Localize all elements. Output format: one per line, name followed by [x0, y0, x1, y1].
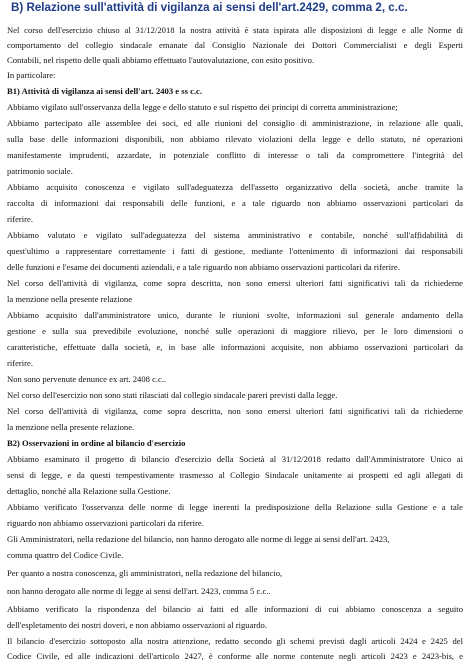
- section-title: B) Relazione sull'attività di vigilanza ai sensi dell'art.2429, comma 2, c.c.: [11, 1, 408, 14]
- paragraph-line: Abbiamo valutato e vigilato sull'adeguatezza del sistema amministrativo e contabile, nonché sull'affidabilità di: [7, 230, 463, 240]
- paragraph-line: manifestamente imprudenti, azzardate, in potenziale conflitto di interesse o tali da compromettere l'integrità del: [7, 150, 463, 160]
- paragraph-line: caratteristiche, effettuate dalla società, e, in base alle informazioni acquisite, non abbiamo osservazioni particolari da: [7, 342, 463, 352]
- paragraph-line: comma quattro del Codice Civile.: [7, 550, 124, 560]
- paragraph-line: sulla base delle informazioni disponibili, non abbiamo rilevato violazioni della legge e dello statuto, né operazioni: [7, 134, 463, 144]
- paragraph-line: dettaglio, nonché alla Relazione sulla Gestione.: [7, 486, 171, 496]
- paragraph-line: riferire.: [7, 358, 33, 368]
- paragraph-line: Abbiamo acquisito conoscenza e vigilato sull'adeguatezza dell'assetto organizzativo della società, anche tramite la: [7, 182, 463, 192]
- paragraph-line: dell'espletamento dei nostri doveri, e non abbiamo osservazioni al riguardo.: [7, 620, 268, 630]
- paragraph-line: sensi di legge, e da questi tempestivamente trasmesso al Collegio Sindacale unitamente ai prospetti ed agli allegati di: [7, 470, 463, 480]
- paragraph-line: Abbiamo verificato la rispondenza del bilancio ai fatti ed alle informazioni di cui abbiamo conoscenza a seguito: [7, 604, 463, 614]
- paragraph-line: comportamento del collegio sindacale emanate dal Consiglio Nazionale dei Dottori Commercialisti e degli Esperti: [7, 40, 463, 50]
- paragraph-line: quest'ultimo a rappresentare correttamente i fatti di gestione, mediante l'ottenimento di informazioni dai responsabili: [7, 246, 463, 256]
- paragraph-line: Gli Amministratori, nella redazione del bilancio, non hanno derogato alle norme di legge ai sensi dell'art. 2423,: [7, 534, 390, 544]
- paragraph-line: Contabili, nel rispetto delle quali abbiamo effettuato l'autovalutazione, con esito positivo.: [7, 55, 315, 65]
- paragraph-line: Nel corso dell'attività di vigilanza, come sopra descritta, non sono emersi ulteriori fatti significativi tali da richiederne: [7, 278, 463, 288]
- paragraph-line: Abbiamo verificato l'osservanza delle norme di legge inerenti la predisposizione della Relazione sulla Gestione e a tale: [7, 502, 463, 512]
- paragraph-line: Nel corso dell'esercizio non sono stati rilasciati dal collegio sindacale pareri previsti dalla legge.: [7, 390, 338, 400]
- paragraph-line: Non sono pervenute denunce ex art. 2408 c.c..: [7, 374, 167, 384]
- paragraph-line: la menzione nella presente relazione.: [7, 422, 135, 432]
- paragraph-line: patrimonio sociale.: [7, 166, 73, 176]
- paragraph-line: la menzione nella presente relazione: [7, 294, 133, 304]
- paragraph-line: Codice Civile, ed alle indicazioni dell'articolo 2427, è conforme alle norme contenute negli articoli 2423 e 2423-bis, e: [7, 651, 463, 661]
- paragraph-line: non hanno derogato alle norme di legge ai sensi dell'art. 2423, comma 5 c.c..: [7, 586, 271, 596]
- paragraph-line: Nel corso dell'esercizio chiuso al 31/12/2018 la nostra attività è stata ispirata alle disposizioni di legge e alle Norme di: [7, 25, 463, 35]
- paragraph-line: riguardo non abbiamo osservazioni particolari da riferire.: [7, 518, 204, 528]
- paragraph-line: delle funzioni e l'esame dei documenti aziendali, e a tale riguardo non abbiamo osservazioni particolari da riferire.: [7, 262, 400, 272]
- paragraph-line: gestione e sulla sua prevedibile evoluzione, nonché sulle operazioni di maggiore rilievo, per le loro dimensioni o: [7, 326, 463, 336]
- paragraph-line: Abbiamo esaminato il progetto di bilancio d'esercizio della Società al 31/12/2018 redatto dall'Amministratore Unico ai: [7, 454, 463, 464]
- paragraph-line: riferire.: [7, 214, 33, 224]
- paragraph-line: Abbiamo acquisito dall'amministratore unico, durante le riunioni svolte, informazioni sul generale andamento della: [7, 310, 463, 320]
- subsection-heading: B1) Attività di vigilanza ai sensi dell'art. 2403 e ss c.c.: [7, 86, 203, 96]
- subsection-heading: B2) Osservazioni in ordine al bilancio d'esercizio: [7, 438, 186, 448]
- paragraph-line: Abbiamo vigilato sull'osservanza della legge e dello statuto e sul rispetto dei principi di corretta amministrazione;: [7, 102, 398, 112]
- paragraph-line: Nel corso dell'attività di vigilanza, come sopra descritta, non sono emersi ulteriori fatti significativi tali da richiederne: [7, 406, 463, 416]
- paragraph-line: Il bilancio d'esercizio sottoposto alla nostra attenzione, redatto secondo gli schemi previsti dagli articoli 2424 e 2425 del: [7, 636, 463, 646]
- paragraph-line: Abbiamo partecipato alle assemblee dei soci, ed alle riunioni del consiglio di amministrazione, in relazione alle quali,: [7, 118, 463, 128]
- paragraph-line: In particolare:: [7, 70, 56, 80]
- paragraph-line: raccolta di informazioni dai responsabili delle funzioni, e a tale riguardo non abbiamo osservazioni particolari da: [7, 198, 463, 208]
- paragraph-line: Per quanto a nostra conoscenza, gli amministratori, nella redazione del bilancio,: [7, 568, 283, 578]
